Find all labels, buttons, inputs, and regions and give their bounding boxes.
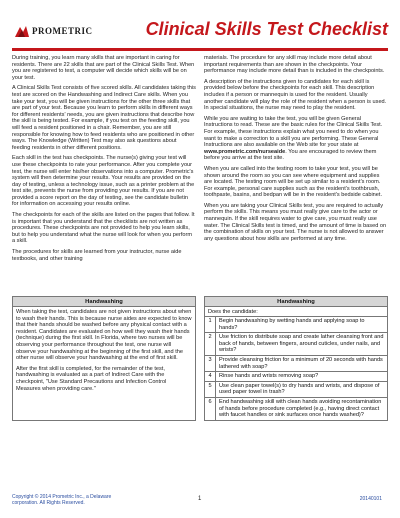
paragraph: When taking the test, candidates are not given instructions about when to wash their hands. This is because nurse aides are expected to know that their hands should be washed before any physical contact with a resident. Candidates are evaluated on how well they wash their hands (technique) during the first skill. In Florida, where two nurses will be observing your performance throughout the test, one nurse will observe your handwashing at the beginning of the first skill, and the other nurse will observe your handwashing at the end of first skill. xyxy=(16,309,192,362)
page-number: 1 xyxy=(198,496,202,502)
table-body xyxy=(13,307,195,398)
left-column xyxy=(12,55,196,266)
checkpoint-text: End handwashing skill with clean hands avoiding recontamination of hands before procedure completed (e.g., having direct contact with faucet handles or sink surfaces once hands washed)? xyxy=(219,398,382,419)
checkpoint-text: Provide cleansing friction for a minimum of 20 seconds with hands lathered with soap? xyxy=(219,356,383,370)
paragraph: The checkpoints for each of the skills are listed on the pages that follow. It is important that you understand that the checklists are not written as procedures. These checkpoints are not provided to help you learn skills, but to help you understand what the nurse will look for when you perform a skill. xyxy=(12,212,195,245)
checkpoint-row xyxy=(205,317,387,333)
checkpoint-row xyxy=(205,398,387,420)
checkpoint-row xyxy=(205,372,387,382)
checkpoint-number: 4 xyxy=(205,372,216,381)
paragraph: A Clinical Skills Test consists of five scored skills. All candidates taking this test are scored on the Handwashing and Indirect Care skills. When you take your test, you will be given instructions for the other three skills that are part of your test. Because you learn to perform skills in different ways for different residents' needs, you are given instructions that describe how the skill is being tested. For example, if you test on the feeding skill, you will feed a resident positioned in a chair. Remember, you are still responsible for knowing how to feed residents who are positioned in other ways. The Knowledge (Written) Test may also ask questions about feeding residents in other different positions. xyxy=(12,85,196,151)
paragraph: Each skill in the test has checkpoints. The nurse(s) giving your test will use these checkpoints to rate your performance. After you complete your test, the nurse will enter his/her observations into a computer. Prometric's system will then determine your results. Your results are provided on the day of testing, unless a technology issue, such as a printer problem at the test site, prevents the nurse from providing your results. If you are not provided a score report on the day of testing, see the candidate bulletin for information on accessing your results online. xyxy=(12,155,195,208)
logo-text: PROMETRIC xyxy=(32,26,93,36)
logo-mark-icon xyxy=(14,24,30,38)
checkpoint-number: 6 xyxy=(205,398,216,420)
right-column xyxy=(204,55,388,266)
handwashing-description-table xyxy=(12,296,196,421)
checkpoints-intro: Does the candidate: xyxy=(205,307,387,317)
checkpoint-row xyxy=(205,333,387,356)
paragraph-text: . You are encouraged to review them before you arrive at the test site. xyxy=(204,148,377,162)
checkpoint-number: 1 xyxy=(205,317,216,332)
page-title: Clinical Skills Test Checklist xyxy=(145,19,388,39)
paragraph: During training, you learn many skills that are important in caring for residents. There are 22 skills that are part of the Clinical Skills Test. When you are registered to test, a computer will decide which skills will be on your test. xyxy=(12,55,195,81)
paragraph: When you are taking your Clinical Skills test, you are required to actually perform the skills. This means you must really give care to the actor or mannequin. If the skill requires water to give care, you must really use water. The Clinical Skills test is timed, and the amount of time is based on the combination of skills on your test. The nurse is not allowed to answer any questions about how skills are performed at any time. xyxy=(204,202,387,242)
website-link[interactable]: www.prometric.com/nurseaide xyxy=(204,148,286,155)
prometric-logo xyxy=(14,24,93,38)
table-heading: Handwashing xyxy=(205,297,387,307)
checkpoint-number: 2 xyxy=(205,333,216,355)
paragraph: When you are called into the testing room to take your test, you will be shown around the room so you can see where equipment and supplies are located. The testing room will be set up similar to a resident's room. For example, personal care supplies such as the resident's toothbrush, toothpaste, basins, and bedpan will be in the resident's bedside cabinet. xyxy=(204,165,383,199)
title-divider xyxy=(12,48,388,51)
checkpoint-text: Use friction to distribute soap and create lather cleansing front and back of hands, between fingers, around cuticles, under nails, and wrists? xyxy=(219,334,384,354)
checkpoint-row xyxy=(205,356,387,372)
paragraph-text: While you are waiting to take the test, you will be given General Instructions to read. These are the basic rules for the Clinical Skills Test. For example, these instructions explain what you need to do when you want to make a correction to a skill you are performing. These General Instructions are also available on the Web site for your state at xyxy=(204,115,383,149)
intro-columns xyxy=(12,55,388,266)
header xyxy=(12,10,388,50)
handwashing-checkpoints-table xyxy=(204,296,388,421)
paragraph: The procedures for skills are learned from your instructor, nurse aide textbooks, and other training xyxy=(12,249,182,262)
checkpoint-row xyxy=(205,382,387,398)
checkpoint-text: Use clean paper towel(s) to dry hands and wrists, and dispose of used paper towel in trash? xyxy=(219,382,380,396)
date-code: 20140101 xyxy=(359,496,382,502)
table-heading: Handwashing xyxy=(13,297,195,307)
paragraph: A description of the instructions given to candidates for each skill is provided below before the checkpoints for each skill. This description includes if a person or mannequin is used for the resident. Usually another candidate will play the role of the resident when a person is used. In special situations, the nurse may need to play the resident. xyxy=(204,78,387,112)
checkpoint-number: 5 xyxy=(205,382,216,397)
copyright-notice: Copyright © 2014 Prometric Inc., a Delaware corporation. All Rights Reserved. xyxy=(12,494,112,506)
paragraph: materials. The procedure for any skill may include more detail about important requirements than are shown in the checkpoints. Your performance may include more detail than is included in the checkpoints. xyxy=(204,55,385,75)
paragraph: After the first skill is completed, for the remainder of the test, handwashing is evaluated as a part of Indirect Care with the checkpoint, "Use Standard Precautions and Infection Control Measures when providing care." xyxy=(16,365,167,392)
checkpoint-text: Begin handwashing by wetting hands and applying soap to hands? xyxy=(219,318,365,331)
handwashing-tables xyxy=(12,296,388,421)
checkpoint-text: Rinse hands and wrists removing soap? xyxy=(219,373,319,380)
checkpoint-number: 3 xyxy=(205,356,216,371)
paragraph xyxy=(204,116,388,162)
